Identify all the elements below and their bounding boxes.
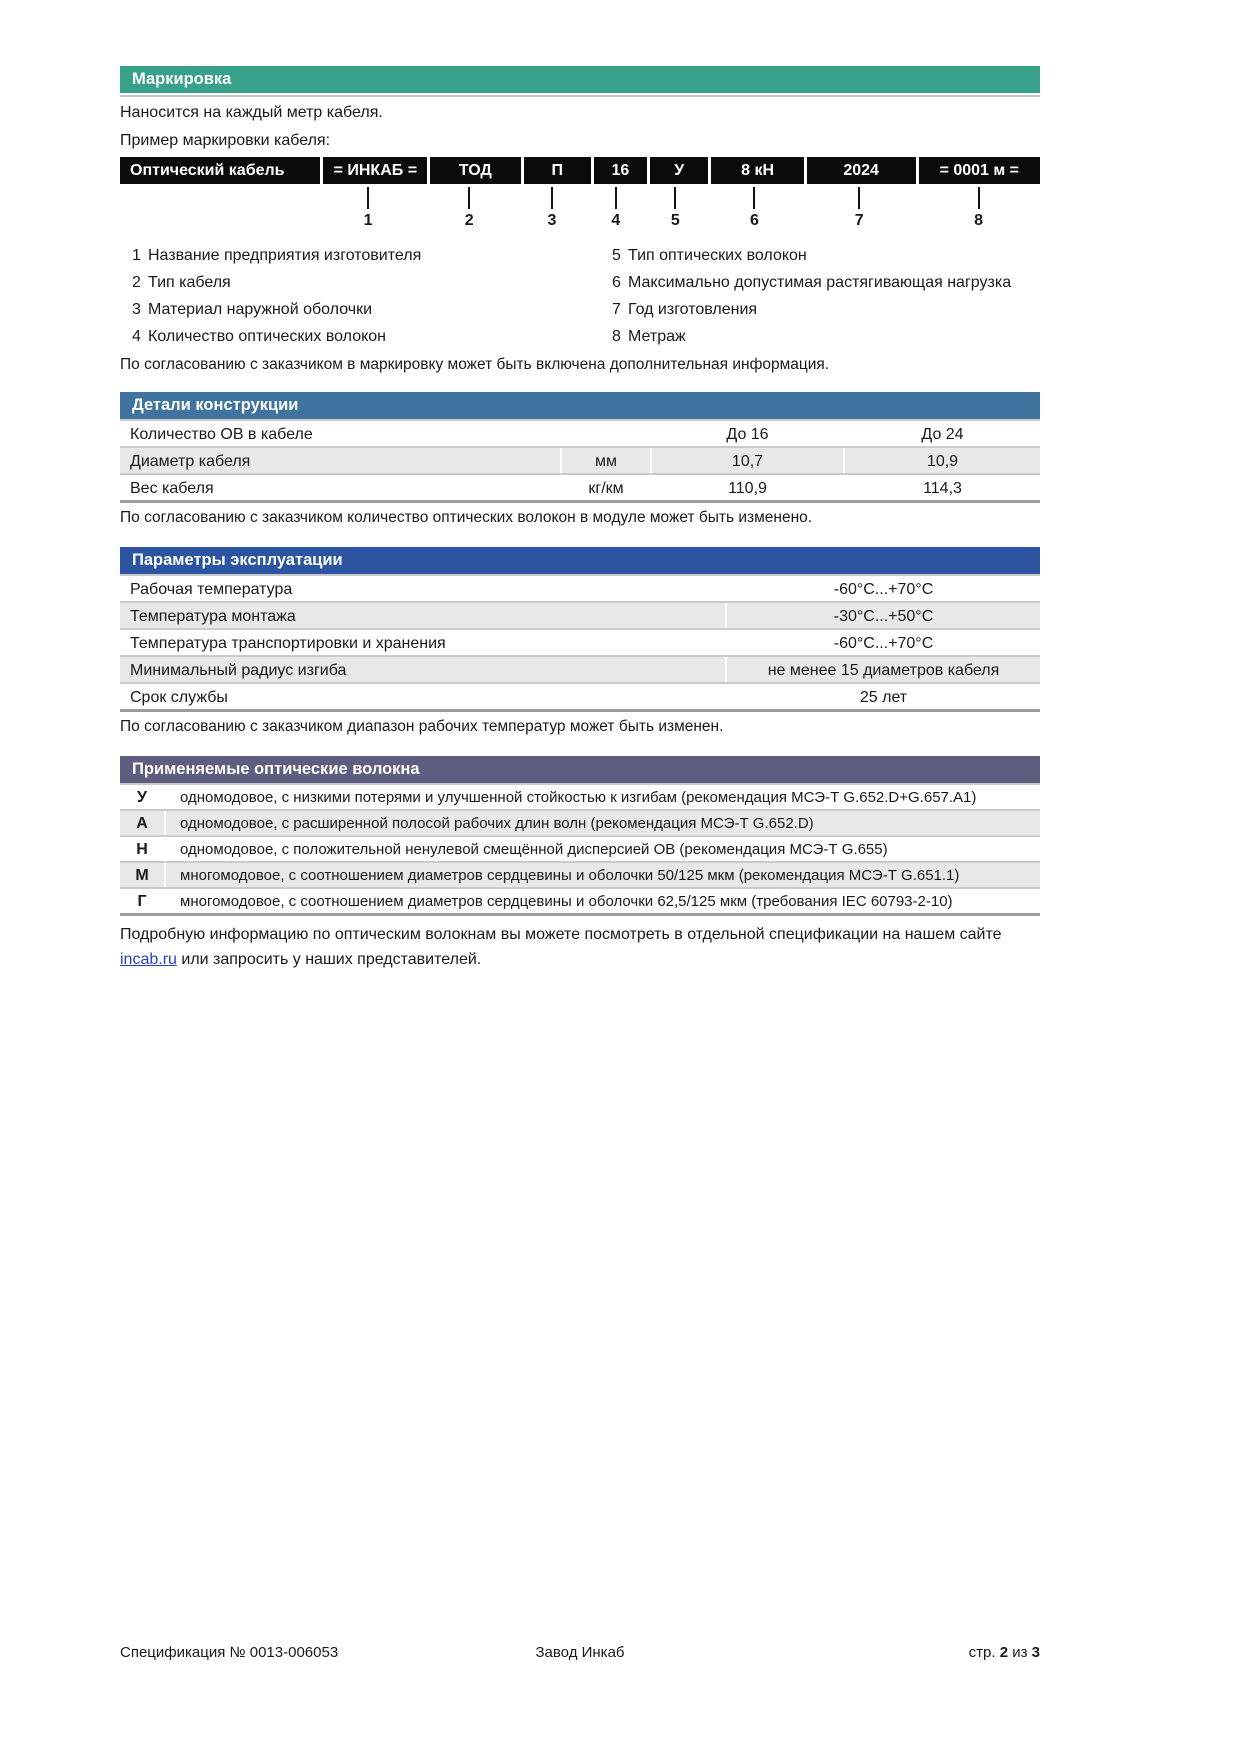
row-value: -60°C...+70°C: [725, 576, 1040, 601]
row-label: Вес кабеля: [130, 480, 214, 497]
tick-mark: [858, 187, 860, 209]
marking-segment: 8 кН: [711, 157, 803, 184]
table-row: [120, 601, 1040, 628]
table-row: [120, 446, 1040, 473]
legend-item: [120, 242, 600, 269]
fiber-description: одномодовое, с низкими потерями и улучшенной стойкостью к изгибам (рекомендация МСЭ-Т G.652.D+G.657.A1): [180, 789, 977, 806]
row-label: Температура транспортировки и хранения: [130, 635, 446, 652]
legend-text: Максимально допустимая растягивающая нагрузка: [628, 274, 1012, 291]
row-unit: мм: [560, 448, 650, 473]
table-row: [120, 835, 1040, 861]
marking-number: 4: [611, 212, 621, 229]
paragraph-text: Подробную информацию по оптическим волокнам вы можете посмотреть в отдельной спецификации на нашем сайте: [120, 926, 1002, 943]
legend-number: 5: [612, 247, 621, 264]
tick-mark: [674, 187, 676, 209]
legend-item: [600, 296, 1040, 323]
marking-segment: Оптический кабель: [120, 157, 320, 184]
tick-mark: [615, 187, 617, 209]
marking-number: 5: [670, 212, 680, 229]
table-row: [120, 655, 1040, 682]
row-value-16: До 16: [650, 421, 843, 446]
legend-text: Тип оптических волокон: [628, 247, 807, 264]
legend-item: [600, 242, 1040, 269]
legend-number: 6: [612, 274, 621, 291]
tick-mark: [551, 187, 553, 209]
paragraph-text: или запросить у наших представителей.: [181, 951, 482, 968]
fibers-info-paragraph: [120, 922, 1040, 972]
marking-segment: 2024: [807, 157, 916, 184]
marking-section-header: Маркировка: [120, 66, 1040, 93]
page-number: 2: [999, 1644, 1009, 1661]
marking-segment: = ИНКАБ =: [323, 157, 427, 184]
tick-mark: [978, 187, 980, 209]
operation-section-header: Параметры эксплуатации: [120, 547, 1040, 574]
row-label: Количество ОВ в кабеле: [130, 426, 313, 443]
fibers-table: [120, 783, 1040, 916]
legend-item: [120, 269, 600, 296]
row-value-24: 114,3: [843, 475, 1040, 500]
marking-note: По согласованию с заказчиком в маркировку может быть включена дополнительная информация.: [120, 356, 830, 373]
fiber-description: многомодовое, с соотношением диаметров сердцевины и оболочки 62,5/125 мкм (требования IEC 60793-2-10): [180, 893, 953, 910]
fiber-description: одномодовое, с расширенной полосой рабочих длин волн (рекомендация МСЭ-Т G.652.D): [180, 815, 814, 832]
row-value-16: 10,7: [650, 448, 843, 473]
row-label: Срок службы: [130, 689, 228, 706]
cable-marking-bar: [120, 157, 1040, 184]
fiber-code: А: [120, 811, 166, 835]
document-page: [120, 66, 1040, 972]
table-row: [120, 682, 1040, 709]
row-value: 25 лет: [725, 684, 1040, 709]
fiber-code: М: [120, 863, 166, 887]
table-row: [120, 419, 1040, 446]
page-total: 3: [1031, 1644, 1040, 1661]
footer-company: Завод Инкаб: [535, 1644, 625, 1661]
divider: [120, 95, 1040, 97]
construction-note: По согласованию с заказчиком количество оптических волокон в модуле может быть изменено.: [120, 509, 813, 526]
row-value: -60°C...+70°C: [725, 630, 1040, 655]
fibers-section-header: Применяемые оптические волокна: [120, 756, 1040, 783]
table-row: [120, 887, 1040, 913]
row-value: -30°C...+50°C: [725, 603, 1040, 628]
row-unit: [560, 421, 650, 446]
marking-line2: Пример маркировки кабеля:: [120, 132, 331, 149]
legend-item: [600, 269, 1040, 296]
row-label: Рабочая температура: [130, 581, 293, 598]
row-value-24: До 24: [843, 421, 1040, 446]
legend-text: Год изготовления: [628, 301, 758, 318]
legend-item: [120, 296, 600, 323]
marking-number-row: [120, 211, 1040, 233]
incab-site-link[interactable]: incab.ru: [120, 951, 177, 968]
construction-section-header: Детали конструкции: [120, 392, 1040, 419]
tick-mark: [753, 187, 755, 209]
legend-number: 1: [132, 247, 141, 264]
marking-number: 6: [750, 212, 759, 229]
marking-number: 1: [363, 212, 373, 229]
construction-table: [120, 419, 1040, 503]
legend-number: 8: [612, 328, 621, 345]
marking-segment: ТОД: [430, 157, 520, 184]
legend-item: [600, 323, 1040, 350]
legend-text: Материал наружной оболочки: [148, 301, 373, 318]
tick-mark: [468, 187, 470, 209]
legend-number: 3: [132, 301, 141, 318]
table-row: [120, 473, 1040, 500]
marking-segment: П: [524, 157, 591, 184]
row-label: Минимальный радиус изгиба: [130, 662, 347, 679]
footer-page-indicator: стр. 2 из 3: [968, 1644, 1040, 1661]
fiber-code: У: [120, 785, 166, 809]
table-row: [120, 574, 1040, 601]
fiber-description: одномодовое, с положительной ненулевой смещённой дисперсией ОВ (рекомендация МСЭ-Т G.655): [180, 841, 888, 858]
marking-number: 8: [974, 212, 984, 229]
legend-text: Тип кабеля: [148, 274, 231, 291]
footer-spec-number: Спецификация № 0013-006053: [120, 1644, 339, 1661]
fiber-code: Н: [120, 837, 166, 861]
row-label: Температура монтажа: [130, 608, 296, 625]
legend-number: 7: [612, 301, 621, 318]
marking-segment: 16: [594, 157, 647, 184]
legend-number: 2: [132, 274, 141, 291]
marking-legend: [120, 242, 1040, 350]
marking-number: 2: [464, 212, 474, 229]
legend-item: [120, 323, 600, 350]
row-value-16: 110,9: [650, 475, 843, 500]
marking-number: 3: [547, 212, 557, 229]
row-value: не менее 15 диаметров кабеля: [725, 657, 1040, 682]
fiber-code: Г: [120, 889, 166, 913]
row-unit: кг/км: [560, 475, 650, 500]
row-value-24: 10,9: [843, 448, 1040, 473]
fiber-description: многомодовое, с соотношением диаметров сердцевины и оболочки 50/125 мкм (рекомендация МСЭ-Т G.651.1): [180, 867, 960, 884]
table-row: [120, 861, 1040, 887]
legend-text: Метраж: [628, 328, 686, 345]
marking-segment: = 0001 м =: [919, 157, 1040, 184]
marking-line1: Наносится на каждый метр кабеля.: [120, 104, 383, 121]
legend-text: Название предприятия изготовителя: [148, 247, 422, 264]
row-label: Диаметр кабеля: [130, 453, 251, 470]
tick-mark: [367, 187, 369, 209]
legend-text: Количество оптических волокон: [148, 328, 387, 345]
table-row: [120, 628, 1040, 655]
marking-number: 7: [854, 212, 864, 229]
table-row: [120, 809, 1040, 835]
marking-segment: У: [650, 157, 708, 184]
marking-tick-row: [120, 184, 1040, 211]
legend-number: 4: [132, 328, 141, 345]
operation-table: [120, 574, 1040, 712]
table-row: [120, 783, 1040, 809]
operation-note: По согласованию с заказчиком диапазон рабочих температур может быть изменен.: [120, 718, 724, 735]
